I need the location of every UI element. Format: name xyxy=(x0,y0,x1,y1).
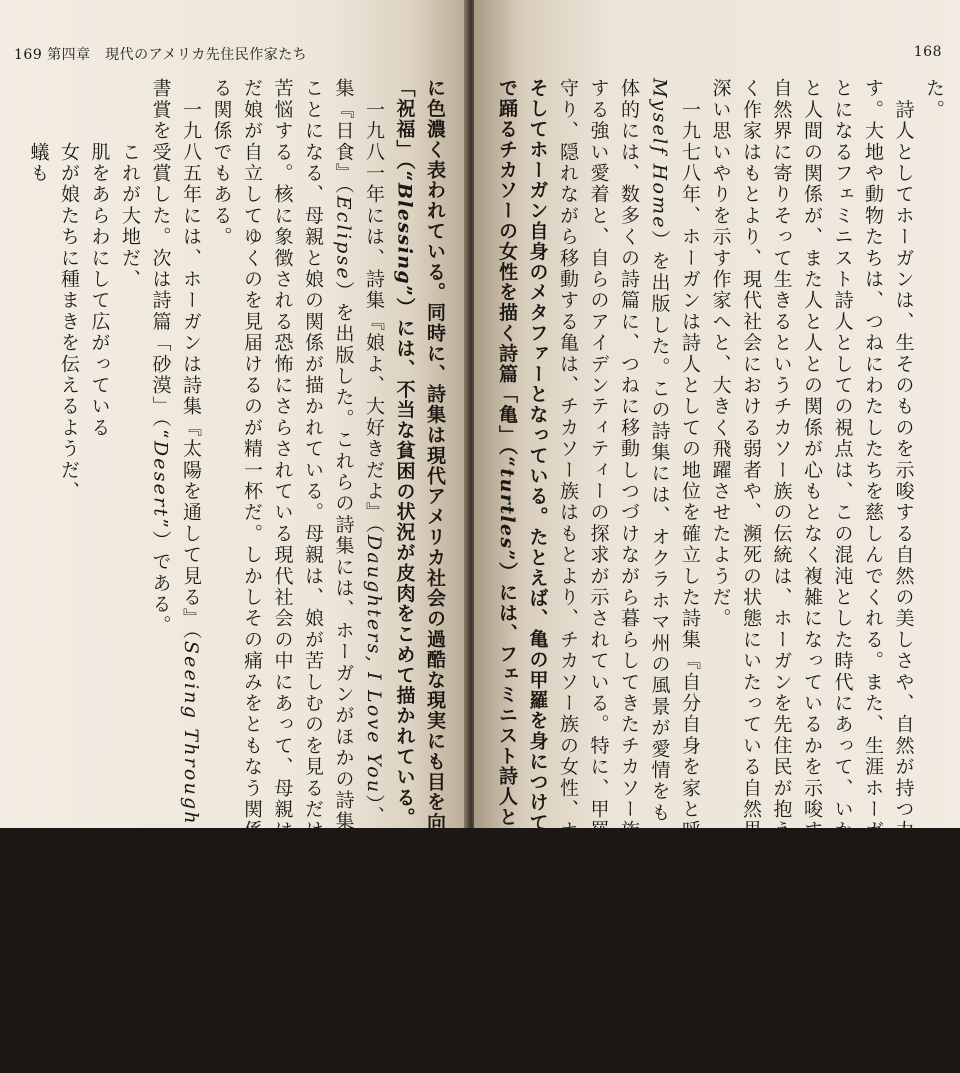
text-segment: る関係でもある。 xyxy=(210,78,233,248)
left-text-column-11 xyxy=(120,78,139,290)
left-text-column-3 xyxy=(364,78,383,1039)
left-text-column-9 xyxy=(181,78,200,1073)
right-text-column-5 xyxy=(802,78,821,1048)
text-segment: 「祝福」（“ xyxy=(393,78,416,183)
left-page-number: 169 xyxy=(14,47,43,63)
right-text-column-12 xyxy=(589,78,608,990)
text-segment: 女が娘たちに種まきを伝えるようだ、 xyxy=(58,78,80,502)
right-text-column-3 xyxy=(863,78,882,990)
right-text-column-10 xyxy=(650,78,669,1035)
right-text-column-13 xyxy=(558,78,577,990)
left-text-column-8 xyxy=(212,78,231,248)
text-segment: だ娘が自立してゆくのを見届けるのが精一杯だ。しかしその痛みをともなう関係は、愛情あふれ xyxy=(241,78,263,990)
right-text-column-4 xyxy=(833,78,852,990)
text-segment: 肌をあらわにして広がっている xyxy=(88,78,111,439)
text-segment: 自然界に寄りそって生きるというチカソー族の伝統は、ホーガンを先住民が抱える問題を鋭く描 xyxy=(770,78,793,990)
text-segment: 守り、隠れながら移動する亀は、チカソー族はもとより、チカソー族の女性、ホーガンの家族、 xyxy=(557,78,579,990)
text-segment: ”）である。 xyxy=(149,518,172,637)
text-segment: 深い思いやりを示す作家へと、大きく飛躍させたようだ。 xyxy=(709,78,732,630)
text-segment: ことになる、母親と娘の関係が描かれている。母親は、娘が苦しむのを見るだけで、何もできず xyxy=(302,78,324,990)
left-text-column-14 xyxy=(29,78,48,184)
left-running-head xyxy=(14,44,307,64)
text-segment: 書賞を受賞した。次は詩篇「砂漠」（“ xyxy=(149,78,172,441)
right-text-column-8 xyxy=(711,78,730,629)
left-text-column-5 xyxy=(303,78,322,990)
text-segment: 苦悩する。核に象徴される恐怖にさらされている現代社会の中にあって、母親は無能であり、た xyxy=(271,78,294,990)
left-chapter-title: 第四章 現代のアメリカ先住民作家たち xyxy=(47,47,308,63)
text-segment: 一九七八年、ホーガンは詩人としての地位を確立した詩集『自分自身を家と呼ぶ』（ xyxy=(679,78,701,896)
latin-title-text: turtles xyxy=(496,468,518,550)
right-text-column-11 xyxy=(619,78,638,990)
text-segment: に色濃く表われている。同時に、詩集は現代アメリカ社会の過酷な現実にも目を向ける。詩篇 xyxy=(424,78,446,935)
latin-title-text: Blessing xyxy=(393,182,416,286)
text-segment: そしてホーガン自身のメタファーとなっている。たとえば、亀の甲羅を身につけて、癒しの儀式 xyxy=(526,78,549,956)
right-text-column-9 xyxy=(680,78,699,979)
text-segment: ”）には、フェミニスト詩人としての視点がすで xyxy=(496,549,518,991)
text-segment: で踊るチカソーの女性を描く詩篇「亀」（“ xyxy=(496,78,518,469)
right-text-column-7 xyxy=(741,78,760,990)
text-segment: 詩人としてホーガンは、生そのものを示唆する自然の美しさや、自然が持つ力に強い関心を示 xyxy=(892,78,915,990)
right-text-column-6 xyxy=(772,78,791,990)
text-segment: ”）には、不当な貧困の状況が皮肉をこめて描かれている。 xyxy=(393,285,416,828)
text-segment: ）を出版した。この詩集には、オクラホマ州の風景が愛情をもって描かれている。具 xyxy=(648,229,671,1036)
text-segment: する強い愛着と、自らのアイデンティティーの探求が示されている。特に、甲羅という家で身を xyxy=(587,78,610,990)
text-segment: 一九八五年には、ホーガンは詩集『太陽を通して見る』（ xyxy=(180,78,202,641)
left-text-column-2 xyxy=(395,78,414,828)
text-segment: ）にて、全米図 xyxy=(180,924,202,1073)
left-page xyxy=(0,0,468,1073)
latin-title-text: Desert xyxy=(149,440,172,519)
right-page xyxy=(474,0,960,1049)
latin-title-text: Myself Home xyxy=(648,78,671,230)
text-segment: く作家はもとより、現代社会における弱者や、瀕死の状態にいたっている自然界などにたいする xyxy=(740,78,762,990)
right-text-column-14 xyxy=(528,78,547,955)
text-segment: 体的には、数多くの詩篇に、つねに移動しつづけながら暮らしてきたチカソー族や、家族にたい xyxy=(618,78,640,990)
text-segment: 集『日食』（ xyxy=(332,78,355,196)
text-segment: す。大地や動物たちは、つねにわたしたちを慈しんでくれる。また、生涯ホーガンが追求するこ xyxy=(862,78,884,990)
text-segment: 蟻も xyxy=(27,78,50,184)
right-text-column-1 xyxy=(924,78,943,120)
left-text-column-7 xyxy=(242,78,261,990)
left-text-column-10 xyxy=(151,78,170,636)
left-text-column-4 xyxy=(334,78,353,1002)
text-segment: た。 xyxy=(923,78,945,121)
latin-title-text: Eclipse xyxy=(332,195,355,281)
text-segment: と人間の関係が、また人と人との関係が心もとなく複雑になっているかを示唆する。 xyxy=(801,78,823,884)
right-text-column-2 xyxy=(894,78,913,990)
latin-title-text: Seeing Through the Sun xyxy=(180,640,202,925)
left-text-column-1 xyxy=(425,78,444,935)
right-text-column-15 xyxy=(497,78,516,990)
latin-title-text: Daughters, I Love You xyxy=(363,534,385,795)
note-marker: ㈤ xyxy=(804,883,820,900)
left-text-column-13 xyxy=(59,78,78,502)
text-segment: とになるフェミニスト詩人としての視点は、この混沌とした時代にあって、いかに大地や自然界 xyxy=(831,78,854,990)
left-text-column-12 xyxy=(90,78,109,438)
right-page-number: 168 xyxy=(913,44,942,60)
text-segment: ）を出版した。これらの詩集には、ホーガンがほかの詩集や小説で探求する xyxy=(332,280,355,1002)
text-segment: これが大地だ、 xyxy=(119,78,141,290)
latin-title-text: Calling xyxy=(679,895,701,980)
text-segment: ）、また一九八三年には詩 xyxy=(363,794,385,1040)
text-segment: 大地に抱かれ、 xyxy=(801,899,823,1049)
left-text-column-6 xyxy=(273,78,292,990)
text-segment: 一九八一年には、詩集『娘よ、大好きだよ』（ xyxy=(363,78,385,535)
